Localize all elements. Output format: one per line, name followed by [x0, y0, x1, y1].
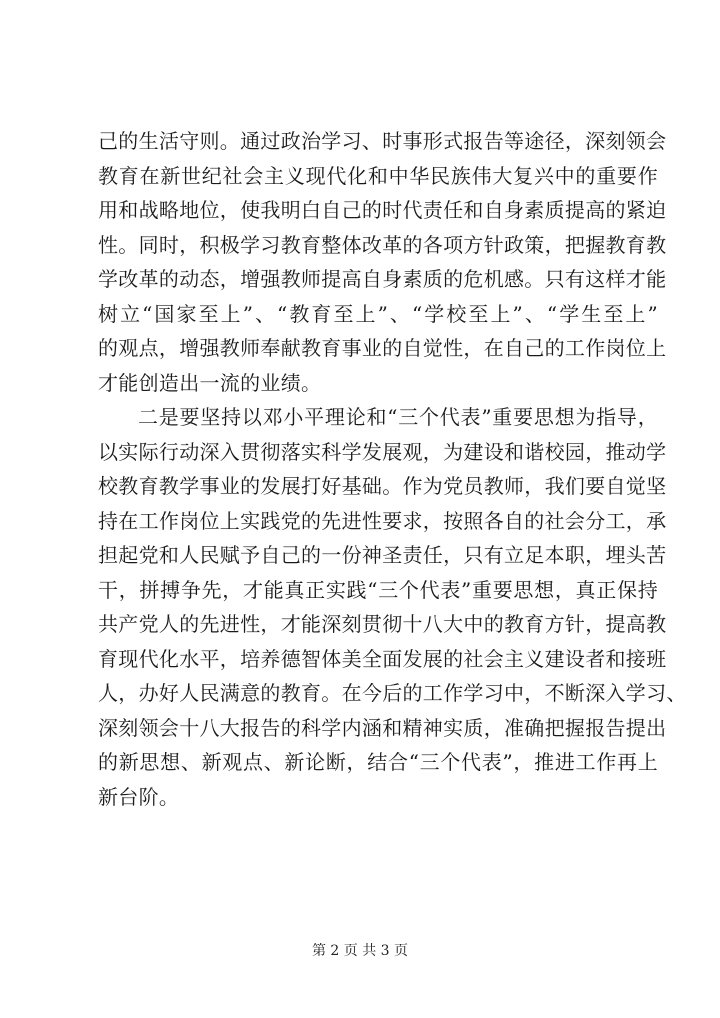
text-line: 性。同时，积极学习教育整体改革的各项方针政策，把握教育教	[98, 232, 667, 257]
paragraph-1	[98, 124, 667, 400]
text-line: 教育在新世纪社会主义现代化和中华民族伟大复兴中的重要作	[98, 163, 658, 188]
text-line: 才能创造出一流的业绩。	[98, 370, 322, 395]
document-body	[98, 124, 687, 814]
text-line: 的观点，增强教师奉献教育事业的自觉性，在自己的工作岗位上	[98, 336, 667, 360]
text-line: 己的生活守则。通过政治学习、时事形式报告等途径，深刻领会	[98, 129, 667, 153]
text-line: 用和战略地位，使我明白自己的时代责任和自身素质提高的紧迫	[98, 198, 667, 222]
text-line: 二是要坚持以邓小平理论和“三个代表”重要思想为指导，	[138, 405, 658, 429]
text-line: 人，办好人民满意的教育。在今后的工作学习中，不断深入学习、	[98, 681, 687, 705]
text-line: 以实际行动深入贯彻落实科学发展观，为建设和谐校园，推动学	[98, 439, 667, 464]
text-line: 的新思想、新观点、新论断，结合“三个代表”，推进工作再上	[98, 750, 658, 774]
text-line: 育现代化水平，培养德智体美全面发展的社会主义建设者和接班	[98, 646, 667, 671]
page-number-footer: 第 2 页 共 3 页	[311, 943, 409, 959]
text-line: 担起党和人民赋予自己的一份神圣责任，只有立足本职，埋头苦	[98, 543, 667, 567]
text-line: 干，拼搏争先，才能真正实践“三个代表”重要思想，真正保持	[98, 577, 658, 602]
paragraph-2	[98, 400, 687, 814]
text-line: 校教育教学事业的发展打好基础。作为党员教师，我们要自觉坚	[98, 474, 667, 498]
text-line: 树立“国家至上”、“教育至上”、“学校至上”、“学生至上”	[98, 301, 658, 326]
text-line: 学改革的动态，增强教师提高自身素质的危机感。只有这样才能	[98, 267, 667, 291]
text-line: 新台阶。	[98, 784, 180, 809]
text-line: 深刻领会十八大报告的科学内涵和精神实质，准确把握报告提出	[98, 715, 667, 740]
text-line: 持在工作岗位上实践党的先进性要求，按照各自的社会分工，承	[98, 508, 667, 533]
text-line: 共产党人的先进性，才能深刻贯彻十八大中的教育方针，提高教	[98, 612, 667, 636]
